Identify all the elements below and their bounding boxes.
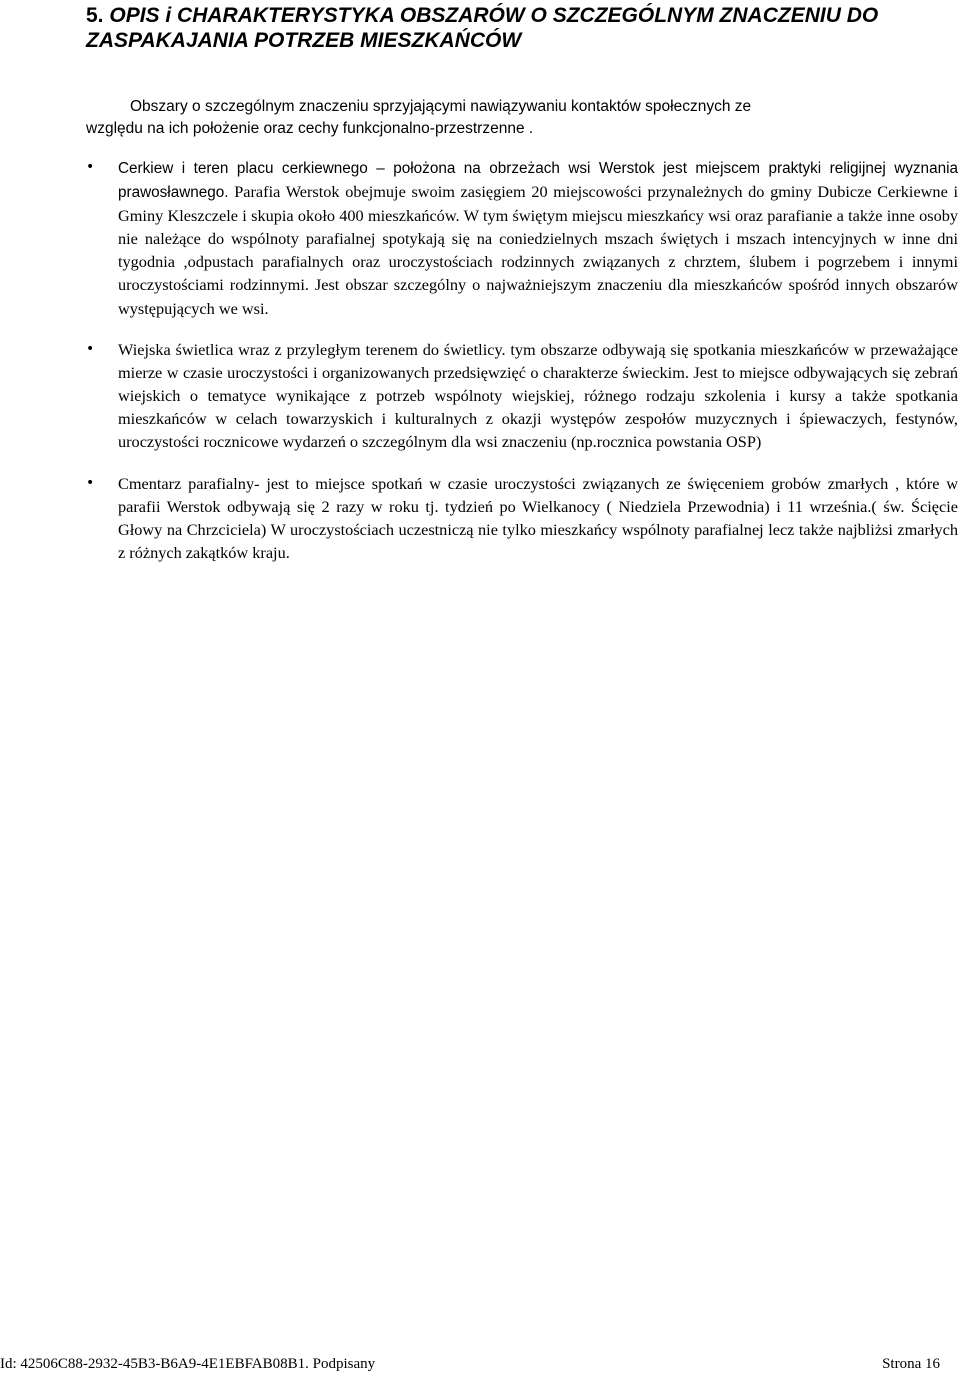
list-item-lead: Cerkiew i teren placu cerkiewnego – położona na obrzeżach wsi Werstok jest miejscem praktyki religijnej wyznania prawosławnego. bbox=[118, 160, 958, 202]
list-item bbox=[86, 338, 958, 453]
section-heading bbox=[86, 3, 936, 53]
list-item bbox=[86, 156, 958, 320]
bullet-dot-icon: • bbox=[86, 475, 95, 492]
list-item-text: Wiejska świetlica wraz z przyległym terenem do świetlicy. tym obszarze odbywają się spotkania mieszkańców w przeważające mierze w czasie uroczystości i organizowanych przedsięwzięć o charakterze świeckim. Jest to miejsce odbywających się zebrań wiejskich o tematyce wynikające z potrzeb wspólnoty wiejskiej, różnego rodzaju szkolenia i kursy a także spotkania mieszkańców w celach towarzyskich i kulturalnych z okazji występów zespołów muzycznych i śpiewaczych, festynów, uroczystości rocznicowe wydarzeń o szczególnym dla wsi znaczeniu (np.rocznica powstania OSP) bbox=[118, 339, 958, 452]
list-item-text: Parafia Werstok obejmuje swoim zasięgiem 20 miejscowości przynależnych do gminy Dubicze Cerkiewne i Gminy Kleszczele i skupia około 400 mieszkańców. W tym świętym miejscu mieszkańcy wsi oraz parafianie a także inne osoby nie należące do wspólnoty parafialnej spotykają się na coniedzielnych mszach świętych i mszach intencyjnych w inne dni tygodnia ,odpustach parafialnych oraz uroczystościach rodzinnych związanych z chrztem, ślubem i pogrzebem i innymi uroczystościami rodzinnymi. Jest obszar szczególny o najważniejszym znaczeniu dla mieszkańców spośród innych obszarów występujących we wsi. bbox=[118, 182, 958, 318]
bullet-dot-icon: • bbox=[86, 159, 95, 175]
intro-paragraph bbox=[86, 96, 886, 140]
section-title-line1: OPIS i CHARAKTERYSTYKA OBSZARÓW O SZCZEGÓLNYM ZNACZENIU DO bbox=[109, 4, 879, 27]
intro-line1: Obszary o szczególnym znaczeniu sprzyjającymi nawiązywaniu kontaktów społecznych ze bbox=[130, 98, 752, 115]
section-title-line2: ZASPAKAJANIA POTRZEB MIESZKAŃCÓW bbox=[86, 29, 522, 52]
footer-page-number: Strona 16 bbox=[882, 1356, 940, 1372]
bullet-dot-icon: • bbox=[86, 340, 95, 357]
bullet-list bbox=[86, 156, 958, 565]
list-item bbox=[86, 472, 958, 564]
section-number: 5. bbox=[86, 4, 104, 27]
list-item-text: Cmentarz parafialny- jest to miejsce spotkań w czasie uroczystości związanych ze święceniem grobów zmarłych , które w parafii Werstok odbywają się 2 razy w roku tj. tydzień po Wielkanocy ( Niedziela Przewodnia) i 11 września.( św. Ścięcie Głowy na Chrzciciela) W uroczystościach uczestniczą nie tylko mieszkańcy wspólnoty parafialnej lecz także najbliżsi zmarłych z różnych zakątków kraju. bbox=[118, 474, 958, 563]
footer-document-id: Id: 42506C88-2932-45B3-B6A9-4E1EBFAB08B1. Podpisany bbox=[0, 1356, 376, 1372]
intro-line2: względu na ich położenie oraz cechy funkcjonalno-przestrzenne . bbox=[86, 120, 534, 137]
